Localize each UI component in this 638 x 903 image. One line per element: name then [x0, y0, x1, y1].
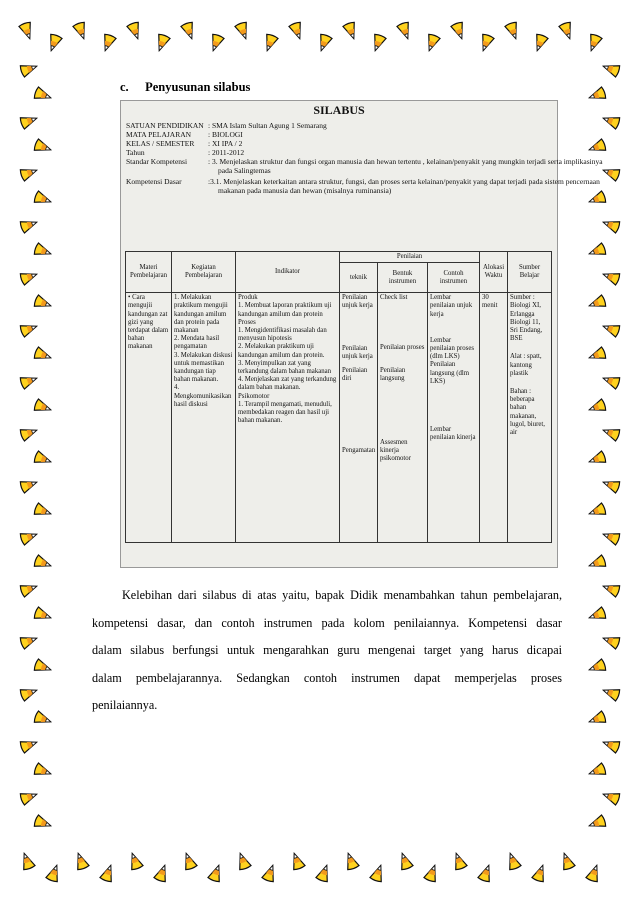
candy-corn-icon	[20, 632, 38, 650]
meta-value: : BIOLOGI	[208, 130, 243, 139]
th-alokasi: Alokasi Waktu	[480, 252, 508, 293]
candy-corn-icon	[34, 554, 52, 572]
cell-line: 3. Melakukan diskusi untuk memastikan kandungan tiap bahan makanan.	[174, 351, 233, 384]
candy-corn-icon	[34, 242, 52, 260]
candy-corn-icon	[588, 398, 606, 416]
candy-corn-icon	[531, 864, 549, 882]
meta-key: SATUAN PENDIDIKAN	[126, 121, 204, 130]
candy-corn-icon	[588, 450, 606, 468]
cell-line: Penilaian langsung	[380, 366, 406, 382]
candy-corn-icon	[369, 864, 387, 882]
candy-corn-icon	[34, 190, 52, 208]
candy-corn-icon	[531, 34, 549, 52]
candy-corn-icon	[588, 710, 606, 728]
cell-line: 1. Mengidentifikasi masalah dan menyusun hipotesis	[238, 327, 327, 343]
candy-corn-icon	[602, 320, 620, 338]
candy-corn-icon	[450, 852, 468, 870]
candy-corn-icon	[602, 424, 620, 442]
candy-corn-icon	[602, 528, 620, 546]
candy-corn-icon	[558, 22, 576, 40]
meta-line	[126, 177, 600, 186]
cell-teknik	[340, 293, 378, 543]
candy-corn-icon	[34, 450, 52, 468]
cell-line: Penilaian unjuk kerja	[342, 294, 373, 310]
candy-corn-icon	[261, 34, 279, 52]
candy-corn-icon	[602, 632, 620, 650]
cell-line: Lembar penilaian unjuk kerja	[430, 294, 473, 318]
cell-line: Produk	[238, 294, 258, 302]
candy-corn-icon	[588, 502, 606, 520]
candy-corn-icon	[602, 476, 620, 494]
candy-corn-icon	[396, 852, 414, 870]
cell-line: 2. Melakukan praktikum uji kandungan amilum dan protein.	[238, 343, 325, 359]
th-indikator: Indikator	[236, 252, 340, 293]
candy-corn-icon	[207, 864, 225, 882]
candy-corn-icon	[602, 684, 620, 702]
candy-corn-icon	[315, 864, 333, 882]
candy-corn-icon	[504, 22, 522, 40]
syllabus-table	[125, 251, 552, 543]
meta-key: Tahun	[126, 148, 145, 157]
cell-kegiatan	[172, 293, 236, 543]
cell-line: Penilaian proses	[380, 344, 425, 352]
candy-corn-icon	[153, 864, 171, 882]
body-line: kompetensi dasar, dan contoh instrumen pada kolom penilaiannya. Kompetensi dasar	[92, 615, 562, 630]
cell-line: Penilaian diri	[342, 367, 368, 383]
candy-corn-icon	[588, 242, 606, 260]
cell-line: Assesmen kinerja psikomotor	[380, 439, 411, 463]
meta-value: pada Salingtemas	[218, 166, 271, 175]
candy-corn-icon	[207, 34, 225, 52]
meta-key: KELAS / SEMESTER	[126, 139, 195, 148]
candy-corn-icon	[20, 424, 38, 442]
candy-corn-icon	[369, 34, 387, 52]
candy-corn-icon	[342, 852, 360, 870]
candy-corn-icon	[315, 34, 333, 52]
candy-corn-border-left	[18, 0, 58, 903]
meta-key: MATA PELAJARAN	[126, 130, 192, 139]
th-contoh: Contoh instrumen	[428, 263, 480, 293]
cell-line: Lembar penilaian kinerja	[430, 426, 476, 442]
cell-line: Proses	[238, 318, 256, 326]
candy-corn-icon	[602, 580, 620, 598]
cell-line: Sumber : Biologi XI, Erlangga Biologi 11, Sri Endang, BSE	[510, 294, 543, 343]
cell-line: 1. Membuat laporan praktikum uji kandungan amilum dan protein	[238, 302, 332, 318]
candy-corn-icon	[588, 658, 606, 676]
cell-line: Bahan : beberapa bahan makanan, lugol, biuret, air	[510, 388, 545, 437]
candy-corn-icon	[99, 864, 117, 882]
cell-line: 4. Mengkomunikasikan hasil diskusi	[174, 384, 232, 408]
candy-corn-icon	[99, 34, 117, 52]
candy-corn-icon	[20, 684, 38, 702]
candy-corn-icon	[34, 398, 52, 416]
candy-corn-icon	[588, 606, 606, 624]
meta-line	[126, 121, 327, 130]
candy-corn-icon	[34, 762, 52, 780]
candy-corn-icon	[423, 864, 441, 882]
cell-line: Lembar penilaian proses (dlm LKS)	[430, 336, 474, 361]
cell-line: Penilaian langsung (dlm LKS)	[430, 361, 470, 385]
cell-indikator	[236, 293, 340, 543]
candy-corn-icon	[20, 528, 38, 546]
cell-alokasi: 30 menit	[480, 293, 508, 543]
candy-corn-icon	[588, 190, 606, 208]
candy-corn-icon	[588, 554, 606, 572]
candy-corn-icon	[20, 372, 38, 390]
candy-corn-icon	[20, 216, 38, 234]
candy-corn-icon	[20, 580, 38, 598]
meta-key: Kompetensi Dasar	[126, 177, 182, 186]
th-teknik: teknik	[340, 263, 378, 293]
candy-corn-icon	[602, 268, 620, 286]
cell-line: Pengamatan	[342, 447, 376, 455]
meta-value: makanan pada manusia dan hewan (misalnya ruminansia)	[218, 186, 392, 195]
candy-corn-icon	[34, 814, 52, 832]
candy-corn-icon	[588, 138, 606, 156]
candy-corn-icon	[396, 22, 414, 40]
candy-corn-icon	[126, 852, 144, 870]
meta-value: : SMA Islam Sultan Agung 1 Semarang	[208, 121, 327, 130]
candy-corn-icon	[504, 852, 522, 870]
table-row	[126, 293, 552, 543]
candy-corn-icon	[20, 788, 38, 806]
cell-sumber	[508, 293, 552, 543]
candy-corn-icon	[588, 814, 606, 832]
body-line: dalam silabus berfungsi untuk mengarahkan guru mengenai target yang harus dicapai	[92, 643, 562, 657]
candy-corn-icon	[602, 736, 620, 754]
candy-corn-icon	[20, 476, 38, 494]
candy-corn-icon	[602, 164, 620, 182]
candy-corn-icon	[477, 34, 495, 52]
cell-contoh	[428, 293, 480, 543]
body-line: penilaiannya.	[92, 698, 158, 712]
meta-line	[126, 148, 244, 157]
cell-line: 1. Terampil mengamati, menuduli, membedakan reagen dan hasil uji bahan makanan.	[238, 400, 332, 425]
cell-line: 2. Mendata hasil pengamatan	[174, 335, 220, 351]
candy-corn-icon	[34, 294, 52, 312]
heading-number: c.	[120, 80, 129, 94]
cell-line: 3. Menyimpulkan zat yang terkandung dalam bahan makanan	[238, 359, 332, 376]
candy-corn-icon	[20, 268, 38, 286]
section-heading	[120, 80, 250, 95]
candy-corn-icon	[34, 606, 52, 624]
candy-corn-icon	[588, 86, 606, 104]
candy-corn-icon	[20, 320, 38, 338]
cell-line: 1. Melakukan praktikum mengujii kandungan amilum dan protein pada makanan	[174, 294, 228, 335]
candy-corn-icon	[180, 852, 198, 870]
candy-corn-icon	[234, 852, 252, 870]
meta-value: : 3. Menjelaskan struktur dan fungsi organ manusia dan hewan tertentu , kelainan/penyakit yang mungkin terjadi serta implikasinya	[208, 157, 603, 166]
candy-corn-icon	[602, 60, 620, 78]
syllabus-image	[120, 100, 603, 568]
candy-corn-icon	[261, 864, 279, 882]
candy-corn-icon	[588, 762, 606, 780]
th-kegiatan: Kegiatan Pembelajaran	[172, 252, 236, 293]
candy-corn-border-bottom	[0, 848, 638, 888]
meta-line	[126, 157, 603, 166]
candy-corn-icon	[602, 372, 620, 390]
candy-corn-icon	[20, 112, 38, 130]
candy-corn-icon	[72, 852, 90, 870]
candy-corn-icon	[477, 864, 495, 882]
body-line: dalam pembelajarannya. Sedangkan contoh instrumen dapat memperjelas proses	[92, 670, 562, 685]
table-header-row	[126, 252, 552, 263]
th-bentuk: Bentuk instrumen	[378, 263, 428, 293]
candy-corn-icon	[34, 346, 52, 364]
candy-corn-icon	[288, 852, 306, 870]
candy-corn-icon	[34, 658, 52, 676]
candy-corn-icon	[602, 112, 620, 130]
candy-corn-icon	[602, 216, 620, 234]
meta-line	[126, 186, 391, 195]
candy-corn-icon	[588, 294, 606, 312]
candy-corn-icon	[20, 736, 38, 754]
meta-value: : XI IPA / 2	[208, 139, 243, 148]
body-line: Kelebihan dari silabus di atas yaitu, bapak Didik menambahkan tahun pembelajaran,	[122, 588, 562, 602]
meta-line	[126, 130, 243, 139]
cell-line: Penilaian unjuk kerja	[342, 344, 373, 360]
candy-corn-icon	[288, 22, 306, 40]
candy-corn-icon	[234, 22, 252, 40]
meta-line	[126, 139, 242, 148]
candy-corn-icon	[34, 86, 52, 104]
candy-corn-icon	[342, 22, 360, 40]
meta-key: Standar Kompetensi	[126, 157, 188, 166]
candy-corn-icon	[602, 788, 620, 806]
candy-corn-icon	[34, 138, 52, 156]
candy-corn-icon	[588, 346, 606, 364]
candy-corn-icon	[180, 22, 198, 40]
candy-corn-border-top	[0, 20, 638, 60]
th-materi: Materi Pembelajaran	[126, 252, 172, 293]
candy-corn-icon	[153, 34, 171, 52]
candy-corn-border-right	[586, 0, 626, 903]
cell-line: Check list	[380, 294, 408, 302]
th-sumber: Sumber Belajar	[508, 252, 552, 293]
th-penilaian: Penilaian	[340, 252, 480, 263]
heading-text: Penyusunan silabus	[145, 80, 251, 94]
cell-line: Alat : spatt, kantong plastik	[510, 353, 542, 377]
candy-corn-icon	[20, 60, 38, 78]
candy-corn-icon	[423, 34, 441, 52]
meta-value: : 2011-2012	[208, 148, 245, 157]
candy-corn-icon	[126, 22, 144, 40]
cell-line: Psikomotor	[238, 392, 270, 400]
cell-line: 4. Menjelaskan zat yang terkandung dalam bahan makanan.	[238, 376, 337, 392]
candy-corn-icon	[72, 22, 90, 40]
candy-corn-icon	[450, 22, 468, 40]
candy-corn-icon	[34, 710, 52, 728]
cell-materi: • Cara mengujii kandungan zat gizi yang terdapat dalam bahan makanan	[126, 293, 172, 543]
candy-corn-icon	[20, 164, 38, 182]
syllabus-title: SILABUS	[313, 103, 365, 117]
cell-bentuk	[378, 293, 428, 543]
meta-value: :3.1. Menjelaskan keterkaitan antara struktur, fungsi, dan proses serta kelainan/penyakit yang dapat terjadi pada sistem pencernaan	[208, 177, 600, 186]
candy-corn-icon	[34, 502, 52, 520]
meta-line	[126, 166, 271, 175]
body-paragraph	[92, 582, 562, 720]
candy-corn-icon	[558, 852, 576, 870]
